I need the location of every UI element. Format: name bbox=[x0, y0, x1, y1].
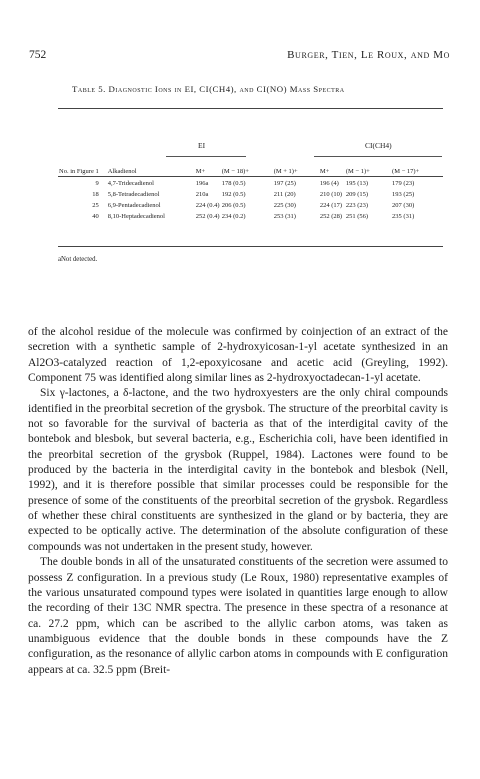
table-row bbox=[58, 191, 443, 202]
col-header: M+ bbox=[319, 168, 330, 175]
body-text bbox=[28, 325, 448, 678]
table-footnote: aNot detected. bbox=[58, 256, 98, 263]
table-cell: 178 (0.5) bbox=[221, 180, 246, 187]
table-cell: 235 (31) bbox=[392, 213, 415, 220]
page-number: 752 bbox=[29, 49, 47, 61]
diagnostic-ions-table bbox=[58, 155, 443, 224]
paragraph: Six γ-lactones, a δ-lactone, and the two hydroxyesters are the only chiral compounds identified in the preorbital secretion of the grysbok. The structure of the preorbital cavity is not so favorable for the survival of bacteria as that of the interdigital cavity of the bontebok and blesbok, but several bacteria, e.g., Escherichia coli, have been identified in the preorbital secretion of the grysbok (Ruppel, 1984). Lactones were found to be produced by the bacteria in the interdigital cavity in the bontebok and blesbok (Nell, 1992), and it is therefore possible that similar processes could be responsible for the presence of some of the constituents of the preorbital secretion of the grysbok. Regardless of whether these chiral constituents are synthesized in the gland or by bacteria, they are expected to be optically active. The determination of the absolute configuration of these compounds was not undertaken in the present study, however. bbox=[28, 387, 448, 553]
table-cell: 40 bbox=[92, 213, 99, 220]
table-cell: 18 bbox=[92, 191, 99, 198]
table-top-rule bbox=[58, 108, 443, 109]
col-header: (M − 1)+ bbox=[345, 168, 370, 175]
table-cell: 196a bbox=[195, 180, 209, 187]
table-cell: 25 bbox=[92, 202, 99, 209]
table-cell: 252 (28) bbox=[319, 213, 343, 220]
col-header: No. in Figure 1 bbox=[59, 168, 99, 175]
table-caption: Table 5. Diagnostic Ions in EI, CI(CH4), and CI(NO) Mass Spectra bbox=[72, 84, 345, 94]
col-header: (M − 18)+ bbox=[221, 168, 249, 175]
table-cell: 224 (0.4) bbox=[195, 202, 220, 209]
table-cell: 206 (0.5) bbox=[221, 202, 246, 209]
table-cell: 193 (25) bbox=[392, 191, 415, 198]
table-row bbox=[58, 175, 443, 191]
table-cell: 224 (17) bbox=[319, 202, 343, 209]
table-cell: 195 (13) bbox=[345, 180, 369, 187]
table-bottom-rule bbox=[58, 246, 443, 247]
table-cell: 253 (31) bbox=[273, 213, 296, 220]
table-group-ci: CI(CH4) bbox=[365, 141, 392, 150]
table-cell: 179 (23) bbox=[392, 180, 415, 187]
table-header-row bbox=[58, 155, 443, 175]
table-cell: 209 (15) bbox=[345, 191, 369, 198]
table-cell: 9 bbox=[95, 180, 99, 187]
table-cell: 6,9-Pentadecadienol bbox=[107, 202, 161, 209]
table-cell: 252 (0.4) bbox=[195, 213, 220, 220]
table-cell: 197 (25) bbox=[273, 180, 296, 187]
table-cell: 196 (4) bbox=[319, 180, 339, 187]
col-header: (M + 1)+ bbox=[273, 168, 298, 175]
running-head: Burger, Tien, Le Roux, and Mo bbox=[287, 49, 450, 61]
paragraph: of the alcohol residue of the molecule was confirmed by coinjection of an extract of the secretion with a synthetic sample of 2-hydroxyicosan-1-yl acetate synthesized in an Al2O3-catalyzed reaction of 1,2-epoxyicosane and acetic acid (Greyling, 1992). Component 75 was identified along similar lines as 2-hydroxyoctadecan-1-yl acetate. bbox=[28, 326, 448, 385]
col-header: (M − 17)+ bbox=[392, 168, 420, 175]
table-cell: 234 (0.2) bbox=[221, 213, 246, 220]
table-cell: 5,8-Tetradecadienol bbox=[107, 191, 160, 198]
table-cell: 211 (20) bbox=[273, 191, 296, 198]
table-cell: 210a bbox=[195, 191, 209, 198]
table-row bbox=[58, 202, 443, 213]
table-cell: 4,7-Tridecadienol bbox=[107, 180, 154, 187]
table-cell: 8,10-Heptadecadienol bbox=[107, 213, 165, 220]
col-header: M+ bbox=[195, 168, 206, 175]
table-cell: 210 (10) bbox=[319, 191, 343, 198]
table-cell: 225 (30) bbox=[273, 202, 296, 209]
table-cell: 251 (56) bbox=[345, 213, 369, 220]
col-header: Alkadienol bbox=[107, 168, 137, 175]
table-cell: 207 (30) bbox=[392, 202, 415, 209]
table-group-ei: EI bbox=[198, 141, 206, 150]
paragraph: The double bonds in all of the unsaturated constituents of the secretion were assumed to possess Z configuration. In a previous study (Le Roux, 1980) representative examples of the various unsaturated compound types were isolated in quantities large enough to allow the recording of their 13C NMR spectra. The presence in these spectra of a resonance at ca. 27.2 ppm, which can be ascribed to the allylic carbon atoms, was taken as unambiguous evidence that the double bonds in these compounds have the Z configuration, as the resonance of allylic carbon atoms in compounds with E configuration appears at ca. 32.5 ppm (Breit- bbox=[28, 556, 448, 676]
table-cell: 223 (23) bbox=[345, 202, 369, 209]
table-cell: 192 (0.5) bbox=[221, 191, 246, 198]
table-row bbox=[58, 213, 443, 224]
table-header-rule bbox=[58, 176, 443, 177]
